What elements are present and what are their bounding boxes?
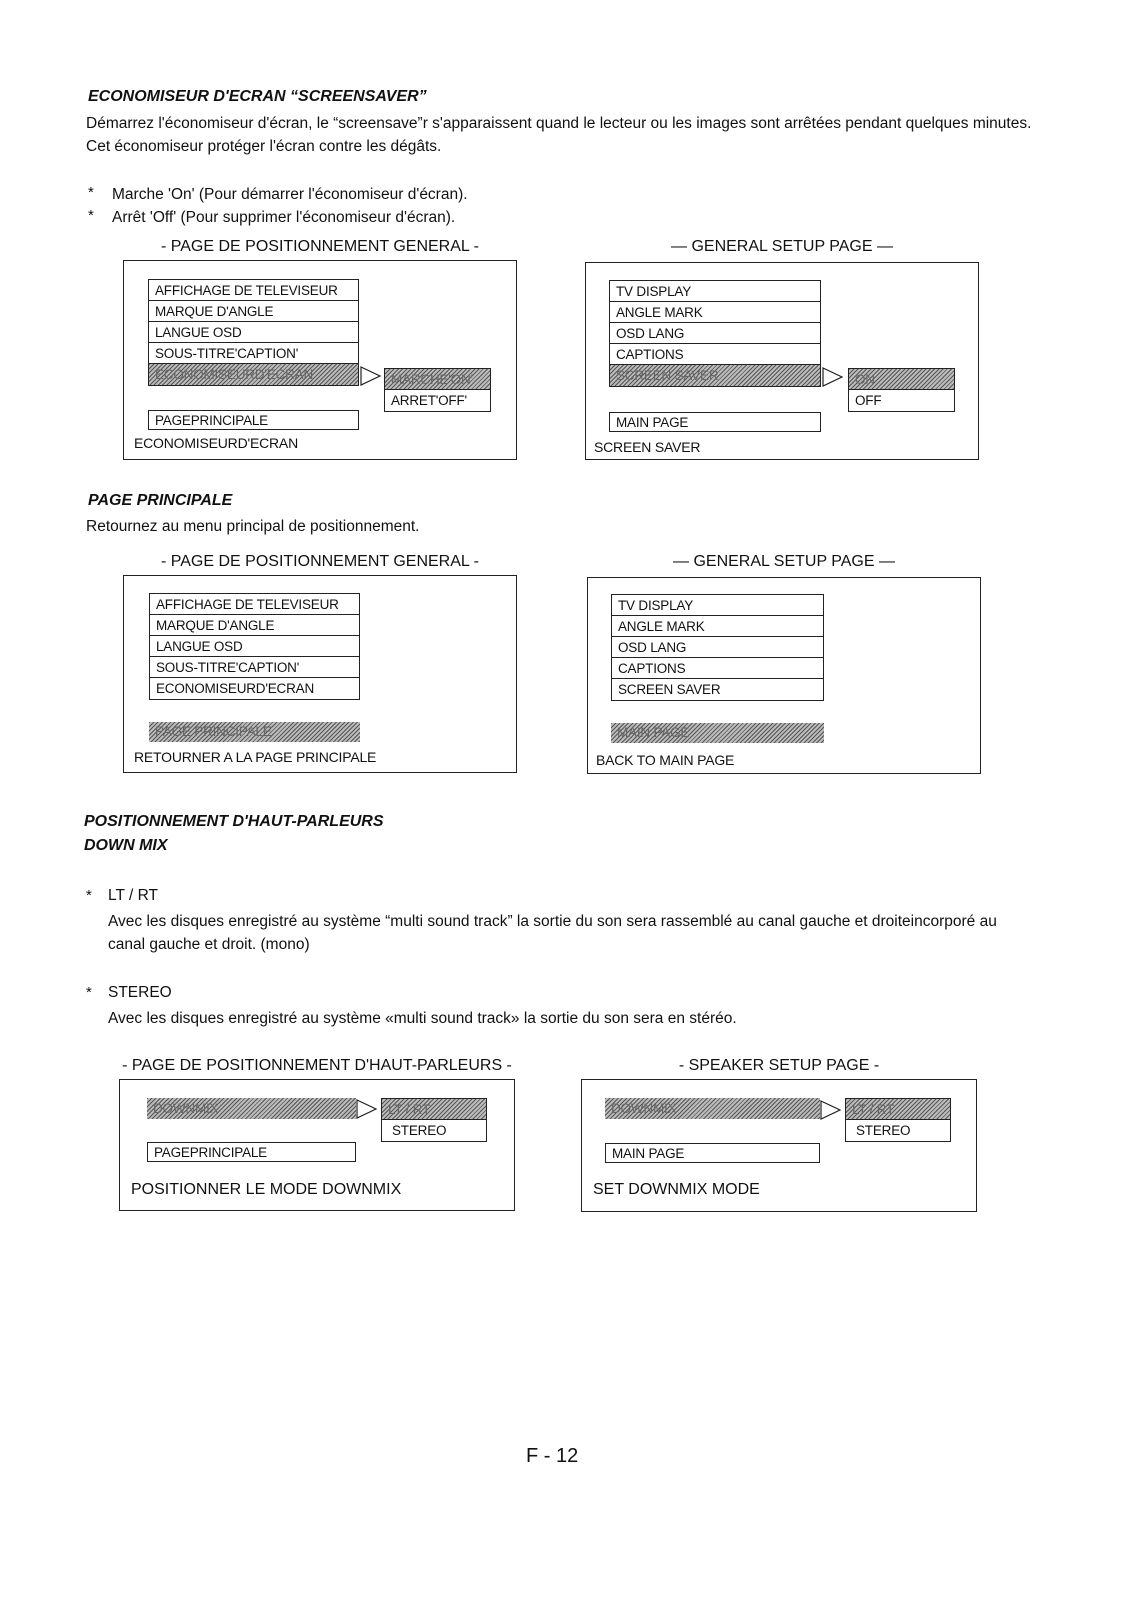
submenu — [848, 368, 955, 412]
setup-panel-en — [587, 577, 981, 774]
menu-item-label: DOWNMIX — [611, 1101, 677, 1116]
submenu-option[interactable]: STEREO — [856, 1123, 911, 1138]
menu-item[interactable]: LANGUE OSD — [149, 322, 358, 343]
submenu — [381, 1098, 487, 1142]
speaker-panel-fr — [119, 1079, 515, 1211]
panel-status-text: RETOURNER A LA PAGE PRINCIPALE — [134, 749, 377, 765]
menu-item[interactable]: AFFICHAGE DE TELEVISEUR — [150, 594, 359, 615]
bullet-marker: * — [88, 184, 94, 201]
submenu-option-selected[interactable]: ON — [849, 369, 954, 390]
section-heading-main-page: PAGE PRINCIPALE — [88, 492, 233, 509]
submenu-arrow-icon — [360, 365, 382, 387]
panel-caption: - SPEAKER SETUP PAGE - — [678, 1057, 880, 1074]
panel-caption: - PAGE DE POSITIONNEMENT GENERAL - — [161, 553, 479, 570]
submenu-option[interactable]: OFF — [855, 393, 882, 408]
main-page-button[interactable]: PAGEPRINCIPALE — [147, 1142, 356, 1162]
menu-item[interactable]: MARQUE D'ANGLE — [149, 301, 358, 322]
submenu-option[interactable]: ARRET'OFF' — [391, 393, 467, 408]
menu-item[interactable]: LANGUE OSD — [150, 636, 359, 657]
section-paragraph-screensaver: Démarrez l'économiseur d'écran, le “screensave”r s'apparaissent quand le lecteur ou les images sont arrêtées pendant quelques minutes. Cet économiseur protéger l'écran contre les dégâts. — [86, 115, 1032, 155]
submenu-arrow-icon — [820, 1099, 842, 1121]
menu-item[interactable]: SCREEN SAVER — [618, 682, 721, 697]
panel-status-text: SET DOWNMIX MODE — [593, 1181, 760, 1198]
main-page-button[interactable]: MAIN PAGE — [605, 1143, 820, 1163]
bullet-ltrt-text: Avec les disques enregistré au système “multi sound track” la sortie du son sera rassemblé au canal gauche et droiteincorporé au canal gauche et droit. (mono) — [108, 913, 997, 953]
bullet-marker: * — [88, 207, 94, 224]
menu-item[interactable]: CAPTIONS — [610, 344, 820, 365]
menu-item[interactable]: ANGLE MARK — [612, 616, 823, 637]
section-paragraph-main-page: Retournez au menu principal de positionnement. — [86, 518, 420, 535]
menu-item[interactable]: OSD LANG — [612, 637, 823, 658]
bullet-marker: * — [86, 887, 92, 904]
panel-caption: — GENERAL SETUP PAGE — — [671, 238, 893, 255]
panel-caption: — GENERAL SETUP PAGE — — [673, 553, 895, 570]
menu-item[interactable]: SOUS-TITRE'CAPTION' — [149, 343, 358, 364]
main-page-button-selected[interactable]: PAGE PRINCIPALE — [149, 722, 360, 742]
page-number: F - 12 — [526, 1445, 579, 1467]
section-subheading-downmix: DOWN MIX — [84, 837, 168, 854]
menu-item-label: DOWNMIX — [153, 1101, 219, 1116]
submenu-option-selected[interactable]: LT / RT — [382, 1099, 486, 1120]
panel-caption: - PAGE DE POSITIONNEMENT D'HAUT-PARLEURS - — [122, 1057, 512, 1074]
section-heading-speaker-setup: POSITIONNEMENT D'HAUT-PARLEURS — [84, 813, 384, 830]
submenu — [384, 368, 491, 412]
setup-panel-en — [585, 262, 979, 460]
setup-menu — [149, 593, 360, 700]
downmix-item-selected[interactable] — [147, 1098, 356, 1119]
setup-menu — [611, 594, 824, 701]
section-heading-screensaver: ECONOMISEUR D'ECRAN “SCREENSAVER” — [88, 88, 427, 105]
menu-item[interactable]: OSD LANG — [610, 323, 820, 344]
menu-item[interactable]: AFFICHAGE DE TELEVISEUR — [149, 280, 358, 301]
bullet-stereo-text: Avec les disques enregistré au système «multi sound track» la sortie du son sera en stéréo. — [108, 1010, 737, 1027]
menu-item[interactable]: ECONOMISEURD'ECRAN — [156, 681, 314, 696]
setup-menu — [609, 280, 821, 387]
menu-item[interactable]: TV DISPLAY — [610, 281, 820, 302]
submenu-arrow-icon — [356, 1098, 378, 1120]
main-page-button-selected[interactable]: MAIN PAGE — [611, 723, 824, 743]
menu-item-selected[interactable]: SCREEN SAVER — [610, 365, 820, 386]
panel-status-text: ECONOMISEURD'ECRAN — [134, 435, 298, 451]
bullet-off-text: Arrêt 'Off' (Pour supprimer l'économiseur d'écran). — [112, 209, 456, 226]
bullet-on-text: Marche 'On' (Pour démarrer l'économiseur d'écran). — [112, 186, 468, 203]
submenu-option-selected[interactable]: MARCHE'ON' — [385, 369, 490, 390]
submenu — [845, 1098, 951, 1142]
menu-item[interactable]: CAPTIONS — [612, 658, 823, 679]
menu-item[interactable]: MARQUE D'ANGLE — [150, 615, 359, 636]
submenu-option-selected[interactable]: LT / RT — [846, 1099, 950, 1120]
main-page-button[interactable]: PAGEPRINCIPALE — [148, 410, 359, 430]
menu-item[interactable]: ANGLE MARK — [610, 302, 820, 323]
speaker-panel-en — [581, 1079, 977, 1212]
submenu-arrow-icon — [822, 366, 844, 388]
bullet-marker: * — [86, 984, 92, 1001]
menu-item[interactable]: TV DISPLAY — [612, 595, 823, 616]
setup-panel-fr — [123, 260, 517, 460]
submenu-option[interactable]: STEREO — [392, 1123, 447, 1138]
panel-status-text: BACK TO MAIN PAGE — [596, 752, 735, 768]
setup-panel-fr — [123, 575, 517, 773]
menu-item[interactable]: SOUS-TITRE'CAPTION' — [150, 657, 359, 678]
panel-status-text: SCREEN SAVER — [594, 439, 701, 455]
bullet-stereo-title: STEREO — [108, 984, 172, 1001]
main-page-button[interactable]: MAIN PAGE — [609, 412, 821, 432]
bullet-ltrt-title: LT / RT — [108, 887, 158, 904]
menu-item-selected[interactable]: ECONOMISEURD'ECRAN — [149, 364, 358, 385]
setup-menu — [148, 279, 359, 386]
downmix-item-selected[interactable] — [605, 1098, 820, 1119]
panel-caption: - PAGE DE POSITIONNEMENT GENERAL - — [161, 238, 479, 255]
panel-status-text: POSITIONNER LE MODE DOWNMIX — [131, 1181, 402, 1198]
